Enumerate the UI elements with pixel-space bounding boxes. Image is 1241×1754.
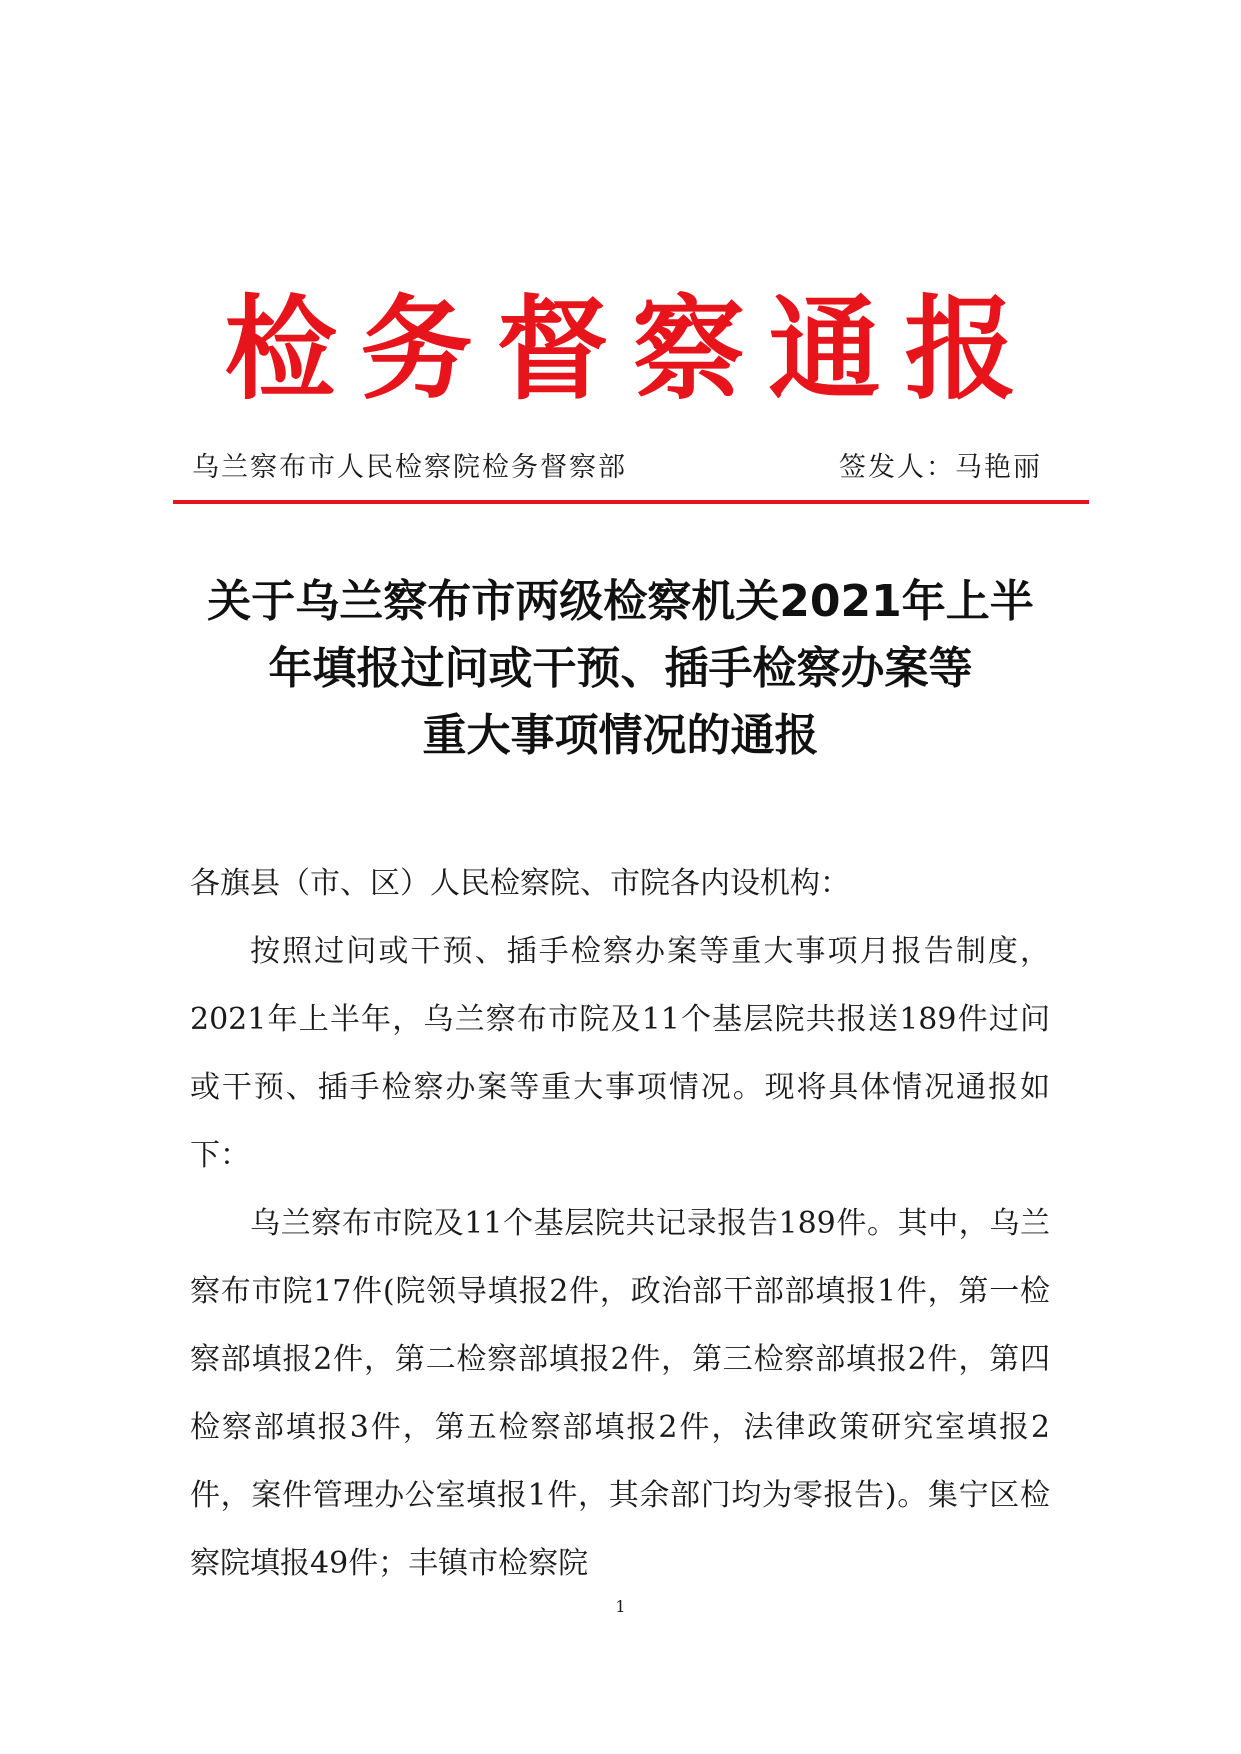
document-title-line: 重大事项情况的通报 <box>422 710 819 761</box>
document-title-line: 年填报过问或干预、插手检察办案等 <box>268 643 973 694</box>
body-paragraph: 乌兰察布市院及11个基层院共记录报告189件。其中，乌兰察布市院17件(院领导填报2件，政治部干部部填报1件，第一检察部填报2件，第二检察部填报2件，第三检察部填报2件，第四检察部填报3件，第五检察部填报2件，法律政策研究室填报2件，案件管理办公室填报1件，其余部门均为零报告)。集宁区检察院填报49件；丰镇市检察院 <box>190 1206 1050 1581</box>
issuing-department: 乌兰察布市人民检察院检务督察部 <box>192 452 627 483</box>
red-divider <box>173 500 1089 504</box>
document-body <box>190 850 1050 1598</box>
salutation: 各旗县（市、区）人民检察院、市院各内设机构： <box>190 866 850 901</box>
masthead-title: 检务督察通报 <box>224 285 1041 415</box>
document-title <box>150 568 1091 769</box>
document-title-line: 关于乌兰察布市两级检察机关2021年上半 <box>207 576 1034 627</box>
body-paragraph: 按照过问或干预、插手检察办案等重大事项月报告制度，2021年上半年，乌兰察布市院及11个基层院共报送189件过问或干预、插手检察办案等重大事项情况。现将具体情况通报如下： <box>190 934 1050 1173</box>
page-number: 1 <box>615 1597 626 1616</box>
signer: 签发人：马艳丽 <box>839 452 1042 483</box>
issuer-row <box>192 448 1052 488</box>
